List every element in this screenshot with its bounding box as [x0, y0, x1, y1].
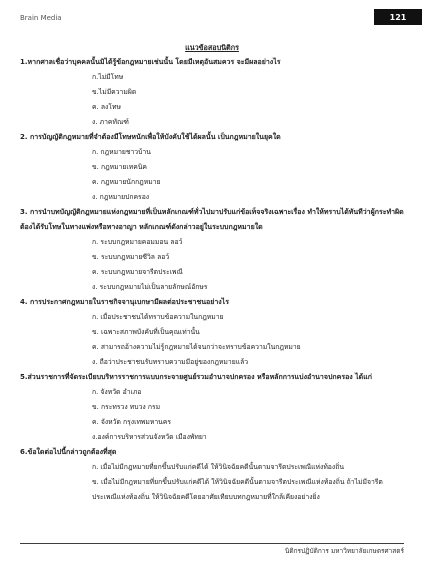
answer-option: ก. จังหวัด อำเภอ: [92, 388, 142, 396]
answer-option: ง. ถือว่าประชาชนรับทราบความมีอยู่ของกฎหมายแล้ว: [92, 358, 249, 366]
answer-option: ง. ระบบกฎหมายไม่เป็นลายลักษณ์อักษร: [92, 283, 208, 291]
question-block: [20, 205, 404, 295]
question-text: 5.ส่วนราชการที่จัดระเบียบบริหารราชการแบบกระจายศูนย์รวมอำนาจปกครอง หรือหลักการแบ่งอำนาจปกครอง ได้แก่: [20, 373, 372, 381]
answer-option: ก. กฎหมายชาวบ้าน: [92, 148, 151, 156]
question-text: 6.ข้อใดต่อไปนี้กล่าวถูกต้องที่สุด: [20, 448, 117, 456]
question-text: 1.หากศาลเชื่อว่าบุคคลนั้นมิได้รู้ข้อกฎหมายเช่นนั้น โดยมีเหตุอันสมควร จะมีผลอย่างไร: [20, 58, 281, 66]
question-block: [20, 130, 404, 205]
answer-option: ก.ไม่มีโทษ: [92, 73, 124, 81]
exam-content: [20, 40, 404, 505]
answer-option: ค. ระบบกฎหมายจารีตประเพณี: [92, 268, 183, 276]
question-block: [20, 445, 404, 505]
question-block: [20, 370, 404, 445]
answer-option: ค. กฎหมายนักกฎหมาย: [92, 178, 161, 186]
question-block: [20, 55, 404, 130]
answer-option: ก. เมื่อไม่มีกฎหมายที่ยกขึ้นปรับแก่คดีได้ ให้วินิจฉัยคดีนั้นตามจารีตประเพณีแห่งท้องถิ่น: [92, 463, 344, 471]
answer-option: ข. เฉพาะสภาพบังคับที่เป็นคุณเท่านั้น: [92, 328, 200, 336]
answer-option: ข. เมื่อไม่มีกฎหมายที่ยกขึ้นปรับแก่คดีได้ ให้วินิจฉัยคดีนั้นตามจารีตประเพณีแห่งท้องถิ่น ถ้าไม่มีจารีตประเพณีแห่งท้องถิ่น ให้วินิจฉัยคดีโดยอาศัยเทียบบทกฎหมายที่ใกล้เคียงอย่างยิ่ง: [92, 478, 383, 501]
answer-option: ง. ภาคทัณฑ์: [92, 118, 129, 126]
page-number: 121: [374, 9, 422, 25]
question-block: [20, 295, 404, 370]
answer-option: ข. ระบบกฎหมายซีวิล ลอว์: [92, 253, 170, 261]
brand-name: Brain Media: [20, 14, 62, 22]
question-text: 4. การประกาศกฎหมายในราชกิจจานุเบกษามีผลต่อประชาชนอย่างไร: [20, 298, 229, 306]
answer-option: ง. กฎหมายปกครอง: [92, 193, 150, 201]
answer-option: ข. กฎหมายเทคนิค: [92, 163, 147, 171]
answer-option: ค. สามารถอ้างความไม่รู้กฎหมายได้จนกว่าจะทราบข้อความในกฎหมาย: [92, 343, 301, 351]
answer-option: ค. ลงโทษ: [92, 103, 121, 111]
answer-option: ข.ไม่มีความผิด: [92, 88, 137, 96]
page-title: แนวข้อสอบนิติกร: [185, 43, 239, 52]
question-text: 3. การนำบทบัญญัติกฎหมายแห่งกฎหมายที่เป็นหลักเกณฑ์ทั่วไปมาปรับแก่ข้อเท็จจริงเฉพาะเรื่อง ทำให้ทราบได้ทันทีว่าผู้กระทำผิดต้องได้รับโทษในทางแพ่งหรือทางอาญา หลักเกณฑ์ดังกล่าวอยู่ในระบบกฎหมายใด: [20, 208, 404, 231]
footer-divider: [20, 543, 404, 544]
answer-option: ง.องค์การบริหารส่วนจังหวัด เมืองพัทยา: [92, 433, 207, 441]
answer-option: ก. ระบบกฎหมายคอมมอน ลอว์: [92, 238, 183, 246]
answer-option: ข. กระทรวง ทบวง กรม: [92, 403, 161, 411]
footer-text: นิติกรปฏิบัติการ มหาวิทยาลัยเกษตรศาสตร์: [284, 547, 404, 555]
answer-option: ค. จังหวัด กรุงเทพมหานคร: [92, 418, 172, 426]
answer-option: ก. เมื่อประชาชนได้ทราบข้อความในกฎหมาย: [92, 313, 224, 321]
question-text: 2. การบัญญัติกฎหมายที่จำต้องมีโทษหนักเพื่อให้บังคับใช้ได้ผลนั้น เป็นกฎหมายในยุคใด: [20, 133, 281, 141]
